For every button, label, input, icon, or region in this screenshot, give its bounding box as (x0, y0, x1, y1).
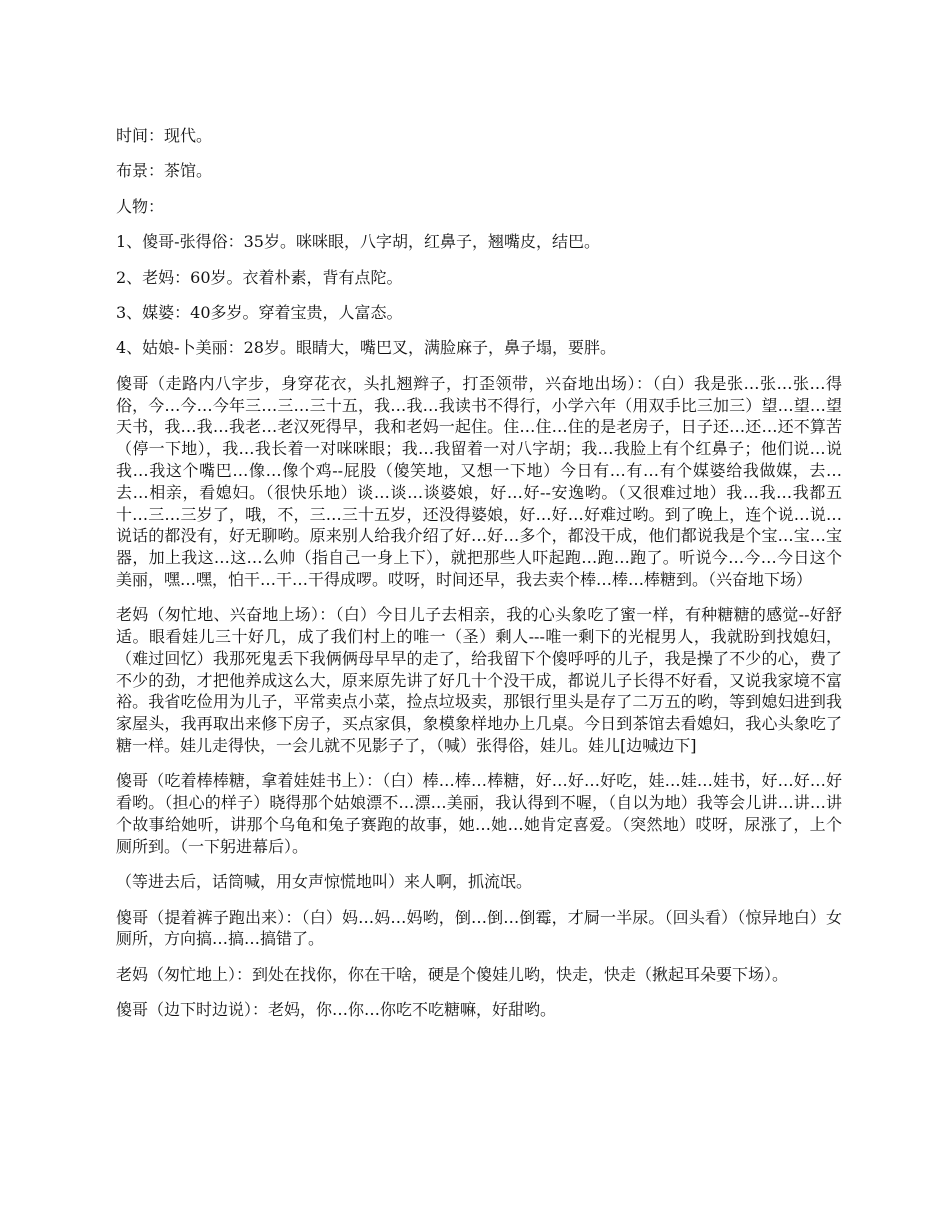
document-page (116, 125, 842, 1035)
script-paragraph: （等进去后，话筒喊，用女声惊慌地叫）来人啊，抓流氓。 (116, 872, 533, 892)
script-paragraph: 傻哥（吃着棒棒糖，拿着娃娃书上）：（白）棒…棒…棒糖，好…好…好吃，娃…娃…娃书，好…好…好看哟。（担心的样子）晓得那个姑娘漂不…漂…美丽，我认得到不喔，（自以为地）我等会儿讲…讲…讲个故事给她听，讲那个乌龟和兔子赛跑的故事，她…她…她肯定喜爱。（突然地）哎呀，尿涨了，上个厕所到。（一下躬进幕后）。 (116, 771, 842, 856)
setting-line: 布景：茶馆。 (116, 161, 213, 181)
character-item: 4、姑娘-卜美丽：28岁。眼睛大，嘴巴叉，满脸麻子，鼻子塌，要胖。 (116, 338, 616, 358)
script-paragraph: 老妈（匆忙地上）：到处在找你，你在干啥，硬是个傻娃儿哟，快走，快走（揪起耳朵要下场）。 (116, 964, 789, 984)
characters-heading: 人物： (116, 196, 165, 216)
character-item: 3、媒婆：40多岁。穿着宝贵，人富态。 (116, 302, 403, 322)
time-line: 时间：现代。 (116, 126, 213, 145)
character-item: 2、老妈：60岁。衣着朴素，背有点陀。 (116, 267, 403, 287)
script-paragraph: 傻哥（提着裤子跑出来）：（白）妈…妈…妈哟，倒…倒…倒霉，才屙一半尿。（回头看）（惊异地白）女厕所，方向搞…搞…搞错了。 (116, 907, 842, 949)
character-item: 1、傻哥-张得俗：35岁。咪咪眼，八字胡，红鼻子，翘嘴皮，结巴。 (116, 232, 600, 252)
script-paragraph: 傻哥（边下时边说）：老妈，你…你…你吃不吃糖嘛，好甜哟。 (116, 1000, 557, 1020)
script-paragraph: 老妈（匆忙地、兴奋地上场）：（白）今日儿子去相亲，我的心头象吃了蜜一样，有种糖糖的感觉--好舒适。眼看娃儿三十好几，成了我们村上的唯一（圣）剩人---唯一剩下的光棍男人，我就盼到找媳妇，（难过回忆）我那死鬼丢下我俩俩母早早的走了，给我留下个傻呼呼的儿子，我是操了不少的心，费了不少的劲，才把他养成这么大，原来原先讲了好几十个没干成，都说儿子长得不好看，又说我家境不富裕。我省吃俭用为儿子，平常卖点小菜，捡点垃圾卖，那银行里头是存了二万五的哟，等到媳妇进到我家屋头，我再取出来修下房子，买点家俱，象模象样地办上几桌。今日到茶馆去看媳妇，我心头象吃了糖一样。娃儿走得快，一会儿就不见影子了，（喊）张得俗，娃儿。娃儿[边喊边下] (116, 605, 842, 756)
script-paragraph: 傻哥（走路内八字步，身穿花衣，头扎翘辫子，打歪领带，兴奋地出场）：（白）我是张…张…张…得俗，今…今…今年三…三…三十五，我…我…我读书不得行，小学六年（用双手比三加三）望…望…望天书，我…我…我老…老汉死得早，我和老妈一起住。住…住…住的是老房子，日子还…还…还不算苦（停一下地），我…我长着一对咪咪眼；我…我留着一对八字胡；我…我脸上有个红鼻子；他们说…说我…我这个嘴巴…像…像个鸡--屁股（傻笑地，又想一下地）今日有…有…有个媒婆给我做媒，去…去…相亲，看媳妇。（很快乐地）谈…谈…谈婆娘，好…好--安逸哟。（又很难过地）我…我…我都五十…三…三岁了，哦，不，三…三十五岁，还没得婆娘，好…好…好难过哟。到了晚上，连个说…说…说话的都没有，好无聊哟。原来别人给我介绍了好…好…多个，都没干成，他们都说我是个宝…宝…宝器，加上我这…这…么帅（指自己一身上下），就把那些人吓起跑…跑…跑了。听说今…今…今日这个美丽，嘿…嘿，怕干…干…干得成啰。哎呀，时间还早，我去卖个棒…棒…棒糖到。（兴奋地下场） (116, 373, 842, 589)
